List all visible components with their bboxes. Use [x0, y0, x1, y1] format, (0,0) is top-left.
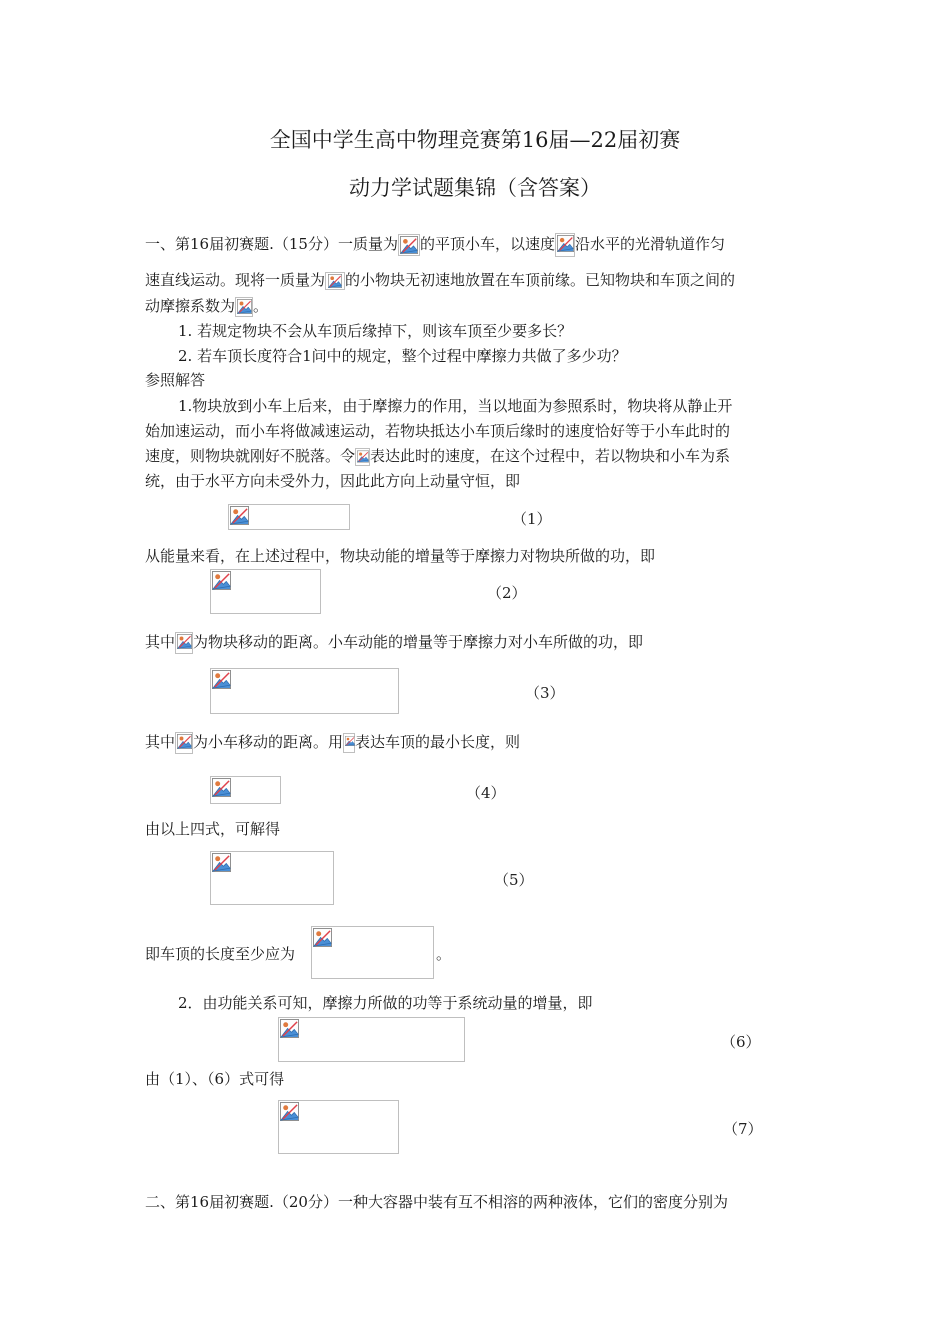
q1-line-3: 动摩擦系数为 。 [145, 297, 269, 315]
equation-2-number: （2） [487, 584, 527, 602]
equation-3-image [210, 668, 399, 714]
broken-image-icon [175, 632, 193, 654]
answer-p1-line-3: 速度，则物块就刚好不脱落。令 表达此时的速度，在这个过程中，若以物块和小车为系 [145, 447, 731, 465]
document-subtitle: 动力学试题集锦（含答案） [349, 176, 601, 200]
min-length-period: 。 [436, 945, 452, 963]
equation-4-image [210, 776, 281, 804]
answer-p1-line-2: 始加速运动，而小车将做减速运动，若物块抵达小车顶后缘时的速度恰好等于小车此时的 [145, 422, 731, 440]
document-title: 全国中学生高中物理竞赛第16届—22届初赛 [269, 128, 681, 152]
solve-sentence: 由以上四式，可解得 [145, 820, 281, 838]
min-length-image [311, 926, 434, 979]
equation-5-image [210, 851, 334, 905]
equation-2-image [210, 569, 321, 614]
broken-image-icon [325, 272, 345, 290]
energy-sentence: 从能量来看，在上述过程中，物块动能的增量等于摩擦力对物块所做的功，即 [145, 547, 656, 565]
q2-line-1: 二、第16届初赛题.（20分）一种大容器中装有互不相溶的两种液体，它们的密度分别为 [145, 1193, 728, 1211]
q1-line-1: 一、第16届初赛题.（15分）一质量为 的平顶小车，以速度 沿水平的光滑轨道作匀 [145, 233, 725, 257]
answer-part-2: 2．由功能关系可知，摩擦力所做的功等于系统动量的增量，即 [178, 994, 593, 1012]
equation-5-number: （5） [494, 871, 534, 889]
q1-item-2: 2. 若车顶长度符合1问中的规定，整个过程中摩擦力共做了多少功？ [178, 347, 627, 365]
broken-image-icon [398, 234, 420, 256]
cart-distance-sentence: 其中 为小车移动的距离。用 表达车顶的最小长度，则 [145, 732, 520, 754]
broken-image-icon [175, 732, 193, 754]
min-length-text: 即车顶的长度至少应为 [145, 945, 296, 963]
equation-6-image [278, 1017, 465, 1062]
answer-p1-line-4: 统，由于水平方向未受外力，因此此方向上动量守恒，即 [145, 472, 521, 490]
answer-heading: 参照解答 [145, 371, 206, 389]
broken-image-icon [235, 297, 253, 317]
broken-image-icon [343, 733, 355, 753]
equation-4-number: （4） [466, 784, 506, 802]
answer-p1-line-1: 1.物块放到小车上后来，由于摩擦力的作用，当以地面为参照系时，物块将从静止开 [178, 397, 733, 415]
equation-7-number: （7） [723, 1120, 763, 1138]
q1-item-1: 1. 若规定物块不会从车顶后缘掉下，则该车顶至少要多长？ [178, 322, 573, 340]
equation-3-number: （3） [525, 684, 565, 702]
equation-1-number: （1） [512, 510, 552, 528]
equation-7-image [278, 1100, 399, 1154]
equation-6-number: （6） [721, 1033, 761, 1051]
broken-image-icon [555, 233, 575, 257]
block-distance-sentence: 其中 为物块移动的距离。小车动能的增量等于摩擦力对小车所做的功，即 [145, 632, 643, 654]
from-equations-sentence: 由（1）、（6）式可得 [145, 1070, 285, 1088]
equation-1-image [228, 504, 350, 530]
broken-image-icon [355, 448, 370, 466]
q1-line-2: 速直线运动。现将一质量为 的小物块无初速地放置在车顶前缘。已知物块和车顶之间的 [145, 271, 736, 289]
